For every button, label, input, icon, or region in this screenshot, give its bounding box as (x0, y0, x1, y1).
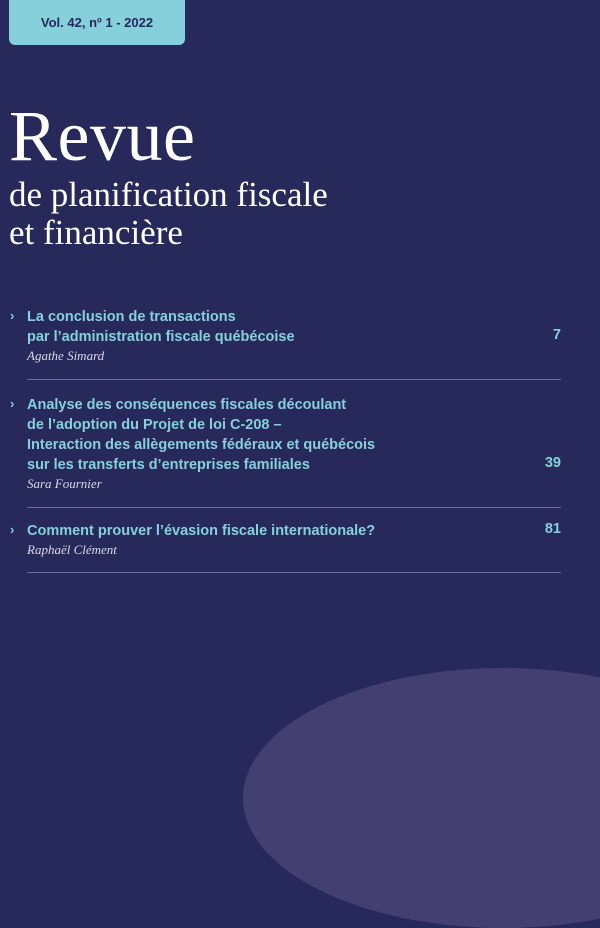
toc-title-line: Interaction des allègements fédéraux et québécois (27, 437, 376, 453)
title-line-2: de planification fiscale (9, 175, 328, 214)
toc-entry[interactable] (10, 395, 561, 495)
title-main: Revue (9, 96, 196, 176)
divider (27, 379, 561, 380)
toc-page-number: 81 (544, 521, 561, 537)
toc-entry[interactable] (10, 307, 561, 369)
toc-author: Agathe Simard (27, 348, 105, 363)
chevron-right-icon: › (10, 522, 15, 537)
toc-author: Sara Fournier (27, 476, 102, 491)
toc-page-number: 7 (552, 327, 561, 343)
journal-title (9, 96, 328, 252)
divider (27, 507, 561, 508)
volume-label: Vol. 42, nº 1 - 2022 (40, 15, 154, 30)
toc-author: Raphaël Clément (27, 542, 117, 557)
decorative-shape (243, 668, 600, 928)
toc-title-line: Comment prouver l’évasion fiscale internationale? (27, 523, 376, 539)
toc-title-line: de l’adoption du Projet de loi C-208 – (27, 417, 282, 433)
toc-title-line: La conclusion de transactions (27, 309, 236, 325)
divider (27, 572, 561, 573)
table-of-contents (10, 307, 561, 573)
toc-page-number: 39 (544, 455, 561, 471)
toc-entry[interactable] (10, 521, 561, 563)
toc-title-line: sur les transferts d’entreprises familiales (27, 457, 310, 473)
chevron-right-icon: › (10, 308, 15, 323)
volume-badge (9, 0, 185, 45)
title-line-3: et financière (9, 213, 183, 252)
toc-title-line: Analyse des conséquences fiscales découlant (27, 397, 347, 413)
chevron-right-icon: › (10, 396, 15, 411)
toc-title-line: par l’administration fiscale québécoise (27, 329, 295, 345)
